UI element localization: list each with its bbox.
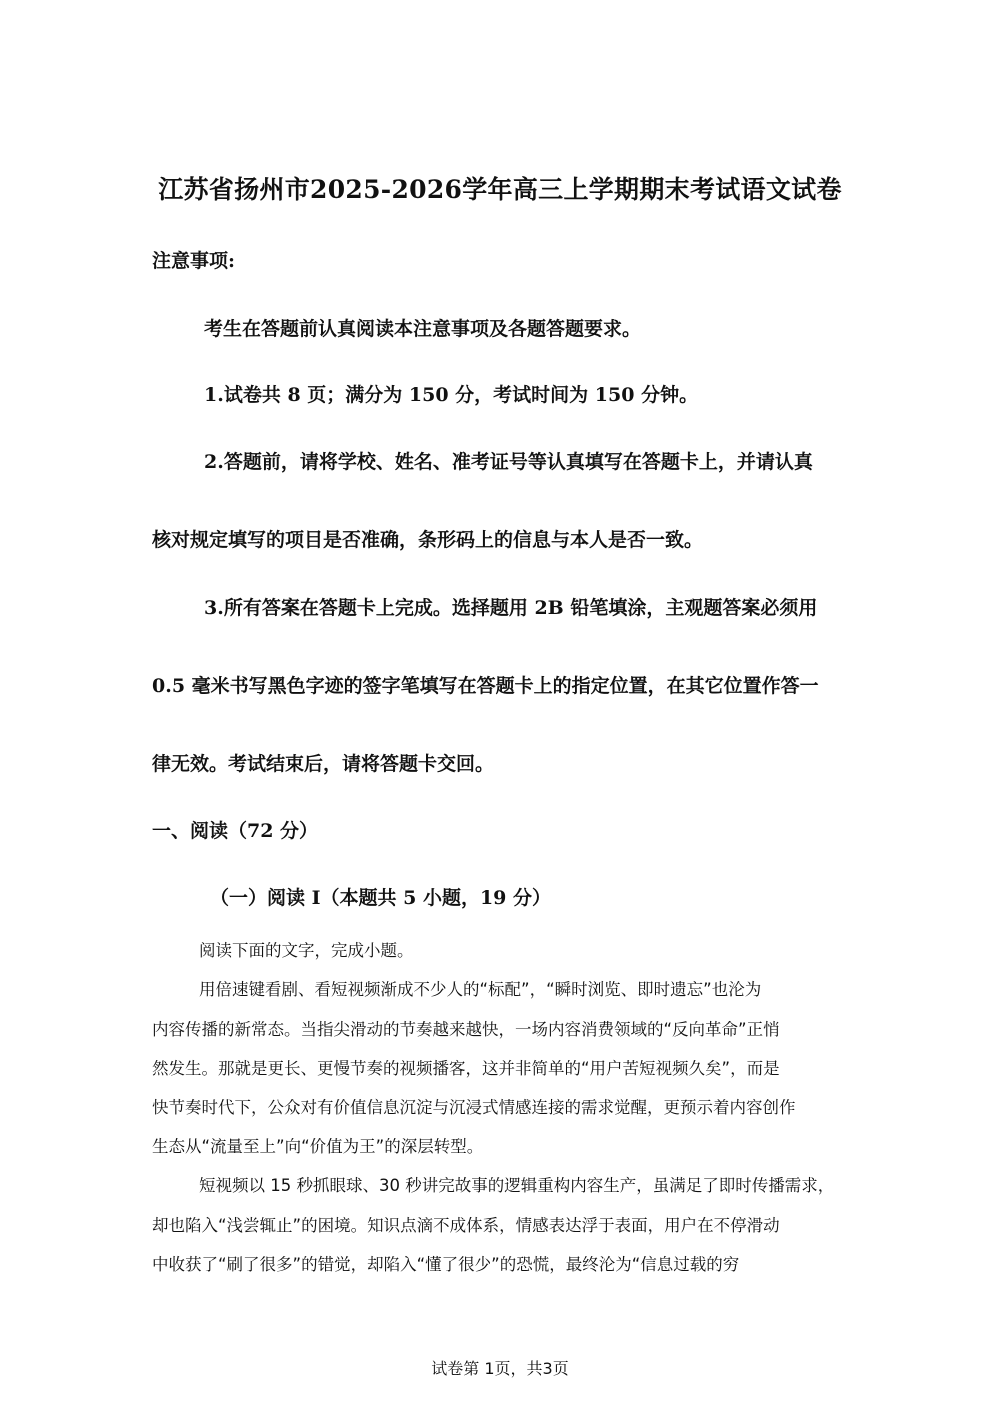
page-footer: 试卷第 1页，共3页 [431, 1359, 569, 1378]
paragraph-2-line-1: 短视频以 15 秒抓眼球、30 秒讲完故事的逻辑重构内容生产，虽满足了即时传播需求， [199, 1176, 835, 1195]
notice-intro: 考生在答题前认真阅读本注意事项及各题答题要求。 [204, 318, 642, 340]
notice-item-3-line-3: 律无效。考试结束后，请将答题卡交回。 [152, 753, 495, 775]
paragraph-1-line-3: 然发生。那就是更长、更慢节奏的视频播客，这并非简单的“用户苦短视频久矣”，而是 [152, 1059, 780, 1078]
notice-item-3-line-1: 3.所有答案在答题卡上完成。选择题用 2B 铅笔填涂，主观题答案必须用 [204, 597, 818, 619]
paragraph-1-line-1: 用倍速键看剧、看短视频渐成不少人的“标配”，“瞬时浏览、即时遗忘”也沦为 [199, 980, 762, 999]
paragraph-2-line-3: 中收获了“刷了很多”的错觉，却陷入“懂了很少”的恐慌，最终沦为“信息过载的穷 [152, 1255, 740, 1274]
notice-item-2-line-1: 2.答题前，请将学校、姓名、准考证号等认真填写在答题卡上，并请认真 [204, 451, 813, 473]
notice-item-3-line-2: 0.5 毫米书写黑色字迹的签字笔填写在答题卡上的指定位置，在其它位置作答一 [152, 675, 819, 697]
notice-item-1: 1.试卷共 8 页；满分为 150 分，考试时间为 150 分钟。 [204, 384, 699, 406]
paragraph-1-line-4: 快节奏时代下，公众对有价值信息沉淀与沉浸式情感连接的需求觉醒，更预示着内容创作 [152, 1098, 796, 1117]
page-title: 江苏省扬州市2025-2026学年高三上学期期末考试语文试卷 [158, 175, 842, 204]
paragraph-1-line-5: 生态从“流量至上”向“价值为王”的深层转型。 [152, 1137, 484, 1156]
section-heading: 一、阅读（72 分） [152, 820, 319, 842]
reading-instruction: 阅读下面的文字，完成小题。 [199, 941, 414, 960]
notice-heading: 注意事项: [152, 250, 236, 272]
paragraph-2-line-2: 却也陷入“浅尝辄止”的困境。知识点滴不成体系，情感表达浮于表面，用户在不停滑动 [152, 1216, 780, 1235]
notice-item-2-line-2: 核对规定填写的项目是否准确，条形码上的信息与本人是否一致。 [152, 529, 704, 551]
paragraph-1-line-2: 内容传播的新常态。当指尖滑动的节奏越来越快，一场内容消费领域的“反向革命”正悄 [152, 1020, 780, 1039]
subsection-heading: （一）阅读 I（本题共 5 小题，19 分） [210, 887, 552, 909]
